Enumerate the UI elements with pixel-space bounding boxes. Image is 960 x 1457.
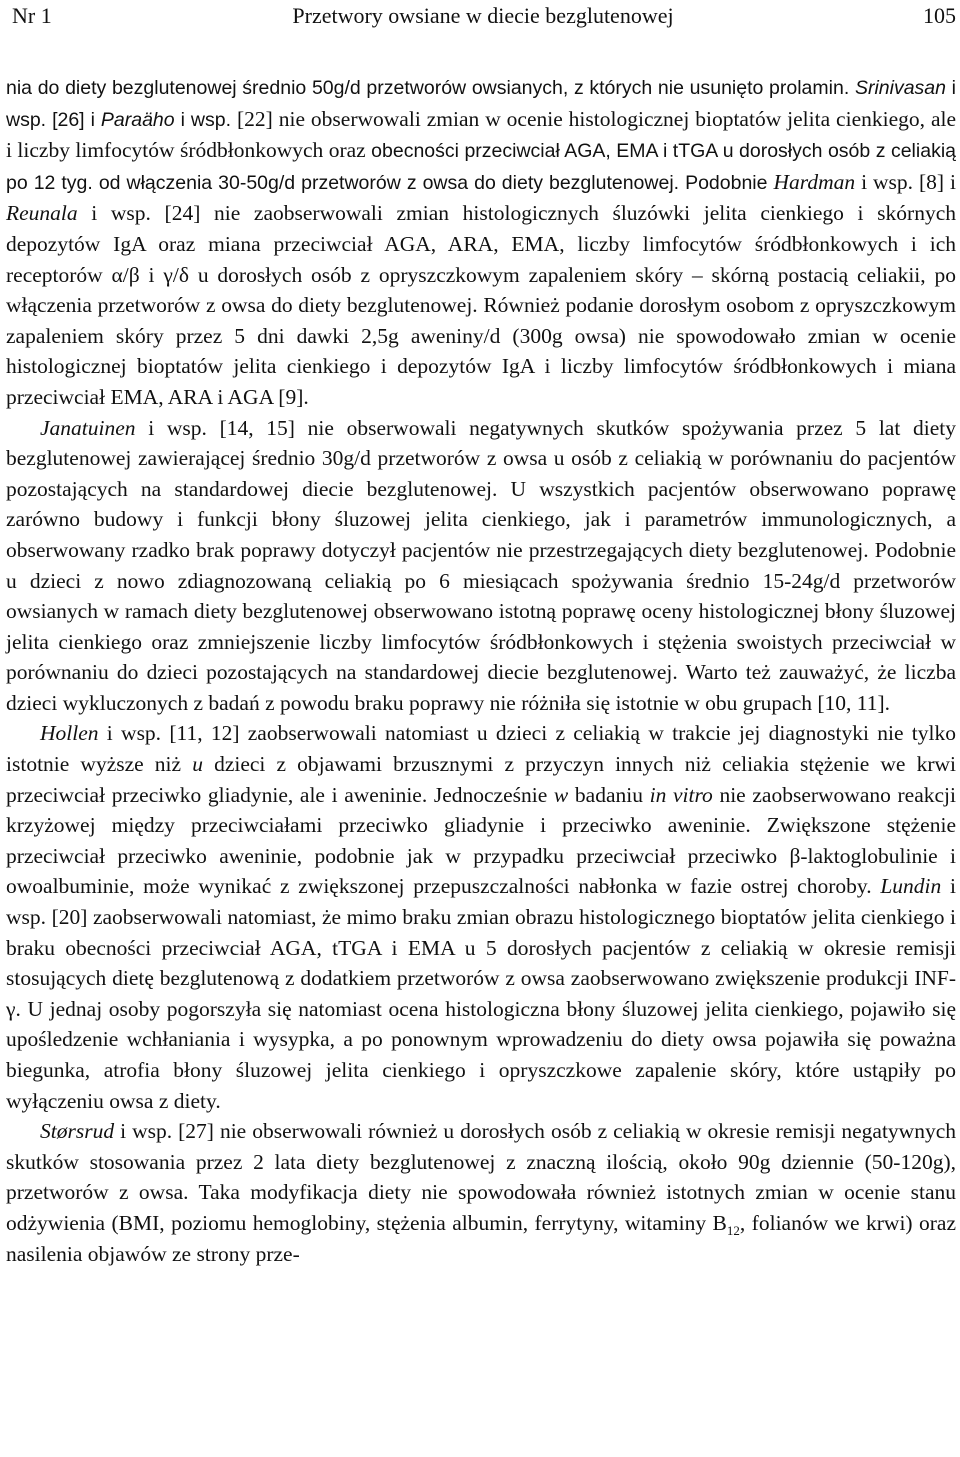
- paragraph-4: [6, 1116, 956, 1269]
- text-run: badaniu: [568, 782, 650, 807]
- issue-number: Nr 1: [12, 3, 52, 28]
- text-run: Størsrud: [40, 1119, 115, 1144]
- text-run: i wsp.: [174, 108, 237, 131]
- text-run: Hollen: [40, 721, 99, 746]
- text-run: nia do diety bezglutenowej średnio 50g/d przetworów owsianych, z których nie usunięto prolamin.: [6, 77, 855, 99]
- text-run: 12: [726, 1222, 740, 1238]
- text-run: Hardman: [773, 169, 856, 194]
- text-run: i wsp. [11, 12] zaobserwowali natomiast u dzieci z celiakią w trakcie jej diagnostyki nie tylko istotnie wyższe niż: [6, 721, 956, 777]
- text-run: Srinivasan: [854, 77, 946, 99]
- page-header: [6, 0, 960, 36]
- paragraph-3: [6, 718, 956, 1116]
- page-number: 105: [923, 3, 956, 28]
- article-body: [6, 72, 956, 1269]
- text-run: Paraäho: [100, 108, 175, 131]
- text-run: Lundin: [880, 874, 942, 899]
- text-run: i wsp. [20] zaobserwowali natomiast, że mimo braku zmian obrazu histologicznego bioptatów jelita cienkiego i braku obecności przeciwciał AGA, tTGA i EMA u 5 dorosłych pacjentów z celiakią w okresie remisji stosujących dietę bezglutenową z dodatkiem przetworów z owsa zaobserwowano zwiększenie produkcji INF-γ. U jednaj osoby pogorszyła się natomiast ocena histologiczna błony śluzowej jelita cienkiego, pojawiło się upośledzenie wchłaniania i wysypka, a po ponownym wprowadzeniu do diety owsa pojawiła się poważna biegunka, atrofia błony śluzowej jelita cienkiego i opryszczkowe zapalenie skóry, które ustąpiły po wyłączeniu owsa z diety.: [6, 874, 956, 1113]
- text-run: in vitro: [649, 782, 713, 807]
- paragraph-2: [6, 413, 956, 719]
- text-run: [22] nie obserwowali zmian w ocenie histologicznej bioptatów jelita cienkiego, ale i liczby limfocytów śródbłonkowych oraz: [6, 106, 956, 163]
- running-title: Przetwory owsiane w diecie bezglutenowej: [292, 3, 674, 28]
- text-run: nie zaobserwowano reakcji krzyżowej między przeciwciałami przeciwko gliadynie i przeciwko aweninie. Zwiększone stężenie przeciwciał przeciwko aweninie, podobnie jak w przypadku przeciwciał przeciwko β-laktoglobulinie i owoalbuminie, może wynikać z zwiększonej przepuszczalności nabłonka w fazie ostrej choroby.: [6, 782, 956, 899]
- text-run: Janatuinen: [40, 415, 136, 440]
- text-run: Reunala: [6, 201, 78, 226]
- text-run: obecności przeciwciał AGA, EMA i tTGA u dorosłych osób z celiakią po 12 tyg. od włączenia 30-50g/d przetworów z owsa do diety bezglutenowej. Podobnie: [6, 140, 956, 194]
- text-run: i wsp. [26] i: [6, 77, 956, 131]
- text-run: , folianów we krwi) oraz nasilenia objawów ze strony prze-: [6, 1210, 956, 1266]
- text-run: i wsp. [24] nie zaobserwowali zmian histologicznych śluzówki jelita cienkiego i skórnych depozytów IgA oraz miana przeciwciał AGA, ARA, EMA, liczby limfocytów śródbłonkowych i ich receptorów α/β i γ/δ u dorosłych osób z opryszczkowym zapaleniem skóry – skórną postacią celiakii, po włączenia przetworów z owsa do diety bezglutenowej. Również podanie dorosłym osobom z opryszczkowym zapaleniem skóry przez 5 dni dawki 2,5g aweniny/d (300g owsa) nie spowodowało zmian w ocenie histologicznej bioptatów jelita cienkiego i depozytów IgA i liczby limfocytów śródbłonkowych i miana przeciwciał EMA, ARA i AGA [9].: [6, 201, 956, 409]
- paragraph-1: [6, 72, 956, 413]
- text-run: w: [553, 782, 569, 807]
- text-run: i wsp. [8] i: [855, 169, 956, 194]
- text-run: i wsp. [27] nie obserwowali również u dorosłych osób z celiakią w okresie remisji negatywnych skutków stosowania przez 2 lata diety bezglutenowej z znaczną ilością, około 90g dziennie (50-120g), przetworów z owsa. Taka modyfikacja diety nie spowodowała również istotnych zmian w ocenie stanu odżywienia (BMI, poziomu hemoglobiny, stężenia albumin, ferrytyny, witaminy B: [6, 1119, 956, 1235]
- text-run: u: [192, 752, 203, 777]
- text-run: i wsp. [14, 15] nie obserwowali negatywnych skutków spożywania przez 5 lat diety bezglutenowej zawierającej średnio 30g/d przetworów z owsa u osób z celiakią w porównaniu do pacjentów pozostających na standardowej diecie bezglutenowej. U wszystkich pacjentów obserwowano poprawę zarówno budowy i funkcji błony śluzowej jelita cienkiego, jak i parametrów immunologicznych, a obserwowany rzadko brak poprawy dotyczył pacjentów nie przestrzegających diety bezglutenowej. Podobnie u dzieci z nowo zdiagnozowaną celiakią po 6 miesiącach spożywania średnio 15-24g/d przetworów owsianych w ramach diety bezglutenowej obserwowano istotną poprawę oceny histologicznej błony śluzowej jelita cienkiego oraz zmniejszenie liczby limfocytów śródbłonkowych i stężenia swoistych przeciwciał w porównaniu do dzieci pozostających na standardowej diecie bezglutenowej. Warto też zauważyć, że liczba dzieci wykluczonych z badań z powodu braku poprawy nie różniła się istotnie w obu grupach [10, 11].: [6, 415, 956, 715]
- text-run: dzieci z objawami brzusznymi z przyczyn innych niż celiakia stężenie we krwi przeciwciał przeciwko gliadynie, ale i aweninie. Jednocześnie: [6, 752, 956, 807]
